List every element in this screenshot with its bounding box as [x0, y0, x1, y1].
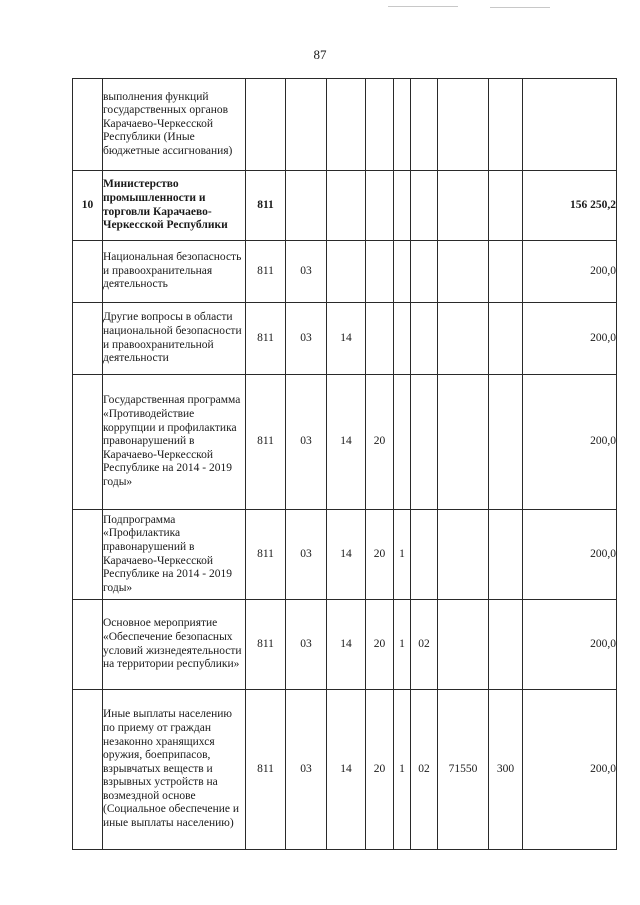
row-sum: 156 250,2: [523, 171, 617, 241]
row-number: [73, 510, 103, 600]
code-expense-type: [489, 241, 523, 303]
code-expense-type: [489, 375, 523, 510]
row-name: Подпрограмма «Профилактика правонарушений в Карачаево-Черкесской Республике на 2014 - 2019 годы»: [103, 510, 246, 600]
code-program: 20: [366, 375, 394, 510]
code-direction: [438, 171, 489, 241]
code-expense-type: [489, 79, 523, 171]
code-program: [366, 303, 394, 375]
code-activity: [411, 510, 438, 600]
code-activity: [411, 79, 438, 171]
row-number: 10: [73, 171, 103, 241]
row-number: [73, 303, 103, 375]
code-gr: 811: [246, 303, 286, 375]
code-pr: 14: [327, 375, 366, 510]
code-program: 20: [366, 690, 394, 850]
row-number: [73, 375, 103, 510]
code-rz: [286, 171, 327, 241]
row-sum: 200,0: [523, 241, 617, 303]
code-expense-type: 300: [489, 690, 523, 850]
code-program: [366, 241, 394, 303]
row-number: [73, 600, 103, 690]
code-rz: 03: [286, 241, 327, 303]
table-row: [73, 690, 617, 850]
row-name: выполнения функций государственных органов Карачаево-Черкесской Республики (Иные бюджетные ассигнования): [103, 79, 246, 171]
budget-table: [72, 78, 617, 850]
code-gr: [246, 79, 286, 171]
row-name: Министерство промышленности и торговли Карачаево-Черкесской Республики: [103, 171, 246, 241]
code-pr: [327, 241, 366, 303]
row-sum: 200,0: [523, 303, 617, 375]
code-rz: 03: [286, 303, 327, 375]
page-number: 87: [313, 47, 327, 62]
code-subprogram: [394, 303, 411, 375]
scan-mark: [388, 6, 458, 7]
code-activity: 02: [411, 690, 438, 850]
row-sum: [523, 79, 617, 171]
code-direction: 71550: [438, 690, 489, 850]
table-row: [73, 241, 617, 303]
row-sum: 200,0: [523, 375, 617, 510]
code-rz: 03: [286, 690, 327, 850]
code-program: 20: [366, 600, 394, 690]
code-subprogram: [394, 171, 411, 241]
code-activity: [411, 241, 438, 303]
table-body: [73, 79, 617, 850]
code-gr: 811: [246, 690, 286, 850]
code-subprogram: 1: [394, 600, 411, 690]
table-row: [73, 600, 617, 690]
code-activity: [411, 303, 438, 375]
code-pr: 14: [327, 690, 366, 850]
code-program: [366, 79, 394, 171]
code-gr: 811: [246, 600, 286, 690]
code-direction: [438, 375, 489, 510]
code-activity: [411, 375, 438, 510]
code-direction: [438, 241, 489, 303]
code-rz: 03: [286, 600, 327, 690]
code-pr: [327, 79, 366, 171]
code-direction: [438, 510, 489, 600]
row-name: Государственная программа «Противодействие коррупции и профилактика правонарушений в Карачаево-Черкесской Республике на 2014 - 2019 годы»: [103, 375, 246, 510]
code-pr: [327, 171, 366, 241]
code-subprogram: [394, 375, 411, 510]
row-number: [73, 690, 103, 850]
table-row: [73, 510, 617, 600]
row-sum: 200,0: [523, 510, 617, 600]
code-direction: [438, 600, 489, 690]
code-pr: 14: [327, 510, 366, 600]
code-direction: [438, 303, 489, 375]
code-rz: [286, 79, 327, 171]
row-name: Национальная безопасность и правоохранительная деятельность: [103, 241, 246, 303]
code-pr: 14: [327, 600, 366, 690]
code-activity: [411, 171, 438, 241]
code-expense-type: [489, 600, 523, 690]
code-subprogram: [394, 79, 411, 171]
row-sum: 200,0: [523, 600, 617, 690]
row-number: [73, 79, 103, 171]
code-direction: [438, 79, 489, 171]
code-gr: 811: [246, 171, 286, 241]
row-name: Иные выплаты населению по приему от граждан незаконно хранящихся оружия, боеприпасов, взрывчатых веществ и взрывных устройств на возмездной основе (Социальное обеспечение и иные выплаты населению): [103, 690, 246, 850]
table-row: [73, 79, 617, 171]
row-sum: 200,0: [523, 690, 617, 850]
code-subprogram: 1: [394, 690, 411, 850]
row-name: Другие вопросы в области национальной безопасности и правоохранительной деятельности: [103, 303, 246, 375]
code-expense-type: [489, 510, 523, 600]
code-rz: 03: [286, 510, 327, 600]
row-name: Основное мероприятие «Обеспечение безопасных условий жизнедеятельности на территории республики»: [103, 600, 246, 690]
table-row: [73, 171, 617, 241]
code-gr: 811: [246, 241, 286, 303]
code-pr: 14: [327, 303, 366, 375]
code-gr: 811: [246, 375, 286, 510]
code-expense-type: [489, 303, 523, 375]
code-program: 20: [366, 510, 394, 600]
code-rz: 03: [286, 375, 327, 510]
code-program: [366, 171, 394, 241]
table-row: [73, 375, 617, 510]
scan-mark: [490, 7, 550, 8]
table-row: [73, 303, 617, 375]
code-gr: 811: [246, 510, 286, 600]
code-subprogram: 1: [394, 510, 411, 600]
code-activity: 02: [411, 600, 438, 690]
code-subprogram: [394, 241, 411, 303]
row-number: [73, 241, 103, 303]
code-expense-type: [489, 171, 523, 241]
